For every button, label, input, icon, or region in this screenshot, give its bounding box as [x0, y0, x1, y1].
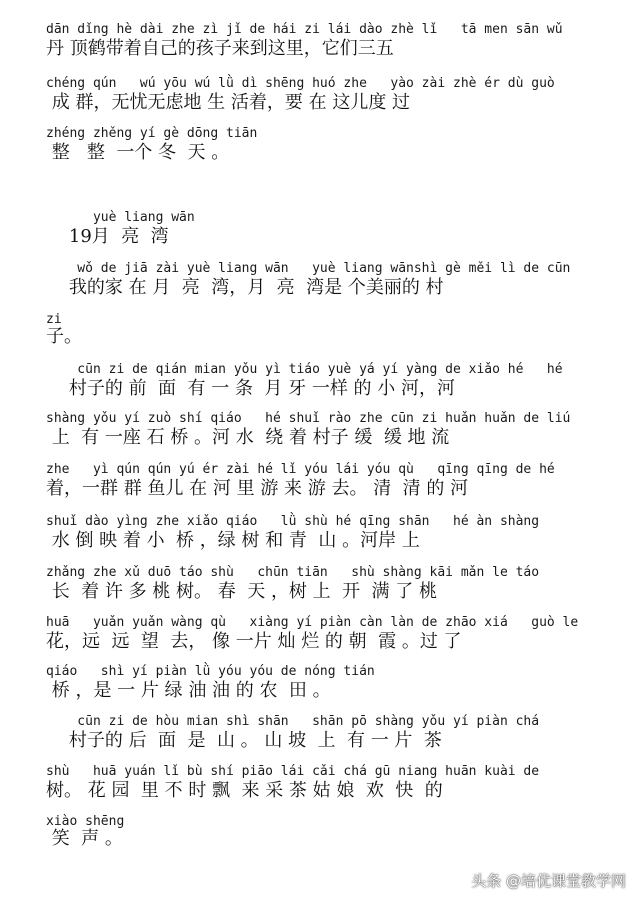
pinyin-line: zi: [46, 312, 62, 327]
hanzi-line: 村子的 前 面 有 一 条 月 牙 一样 的 小 河，河: [46, 378, 455, 399]
watermark-text: 头条 @培优课堂教学网: [471, 872, 626, 890]
hanzi-line: 着，一群 群 鱼儿 在 河 里 游 来 游 去。 清 清 的 河: [46, 478, 469, 499]
pinyin-line: chéng qún wú yōu wú lǜ dì shēng huó zhe yào zài zhè ér dù guò: [46, 76, 555, 91]
hanzi-line: 上 有 一座 石 桥 。河 水 绕 着 村子 缓 缓 地 流: [46, 427, 450, 448]
pinyin-line: zhéng zhěng yí gè dōng tiān: [46, 126, 258, 141]
hanzi-line: 丹 顶鹤带着自己的孩子来到这里，它们三五: [46, 38, 394, 59]
pinyin-line: shuǐ dào yìng zhe xiǎo qiáo lǜ shù hé qīng shān hé àn shàng: [46, 514, 540, 529]
hanzi-line: 笑 声 。: [46, 828, 123, 849]
hanzi-line: 水 倒 映 着 小 桥 ，绿 树 和 青 山 。河岸 上: [46, 530, 420, 551]
pinyin-line: cūn zi de qián mian yǒu yì tiáo yuè yá yí yàng de xiǎo hé hé: [46, 362, 563, 377]
pinyin-line: shù huā yuán lǐ bù shí piāo lái cǎi chá gū niang huān kuài de: [46, 764, 540, 779]
pinyin-line: huā yuǎn yuǎn wàng qù xiàng yí piàn càn làn de zhāo xiá guò le: [46, 615, 579, 630]
hanzi-line: 整 整 一个 冬 天 。: [46, 142, 230, 163]
pinyin-line: dān dǐng hè dài zhe zì jǐ de hái zi lái dào zhè lǐ tā men sān wǔ: [46, 22, 563, 37]
hanzi-line: 花，远 远 望 去， 像 一片 灿 烂 的 朝 霞 。过 了: [46, 631, 462, 652]
pinyin-line: zhǎng zhe xǔ duō táo shù chūn tiān shù shàng kāi mǎn le táo: [46, 565, 540, 580]
hanzi-line: 我的家 在 月 亮 湾，月 亮 湾是 个美丽的 村: [46, 277, 444, 298]
hanzi-line: 村子的 后 面 是 山 。 山 坡 上 有 一 片 茶: [46, 730, 442, 751]
watermark: [471, 870, 626, 891]
pinyin-line: cūn zi de hòu mian shì shān shān pō shàng yǒu yí piàn chá: [46, 714, 540, 729]
pinyin-line: wǒ de jiā zài yuè liang wān yuè liang wānshì gè měi lì de cūn: [46, 261, 571, 276]
title-pinyin: yuè liang wān: [46, 210, 195, 225]
pinyin-line: qiáo shì yí piàn lǜ yóu yóu de nóng tián: [46, 664, 375, 679]
pinyin-line: shàng yǒu yí zuò shí qiáo hé shuǐ rào zhe cūn zi huǎn huǎn de liú: [46, 411, 571, 426]
pinyin-line: xiào shēng: [46, 814, 125, 829]
hanzi-line: 桥 ，是 一 片 绿 油 油 的 农 田 。: [46, 680, 331, 701]
section-title: 19月 亮 湾: [46, 226, 169, 247]
hanzi-line: 成 群，无忧无虑地 生 活着，要 在 这儿度 过: [46, 92, 411, 113]
hanzi-line: 长 着 许 多 桃 树。 春 天 ，树 上 开 满 了 桃: [46, 581, 437, 602]
hanzi-line: 树。 花 园 里 不 时 飘 来 采 茶 姑 娘 欢 快 的: [46, 780, 443, 801]
hanzi-line: 子。: [46, 326, 82, 347]
pinyin-line: zhe yì qún qún yú ér zài hé lǐ yóu lái yóu qù qīng qīng de hé: [46, 462, 555, 477]
